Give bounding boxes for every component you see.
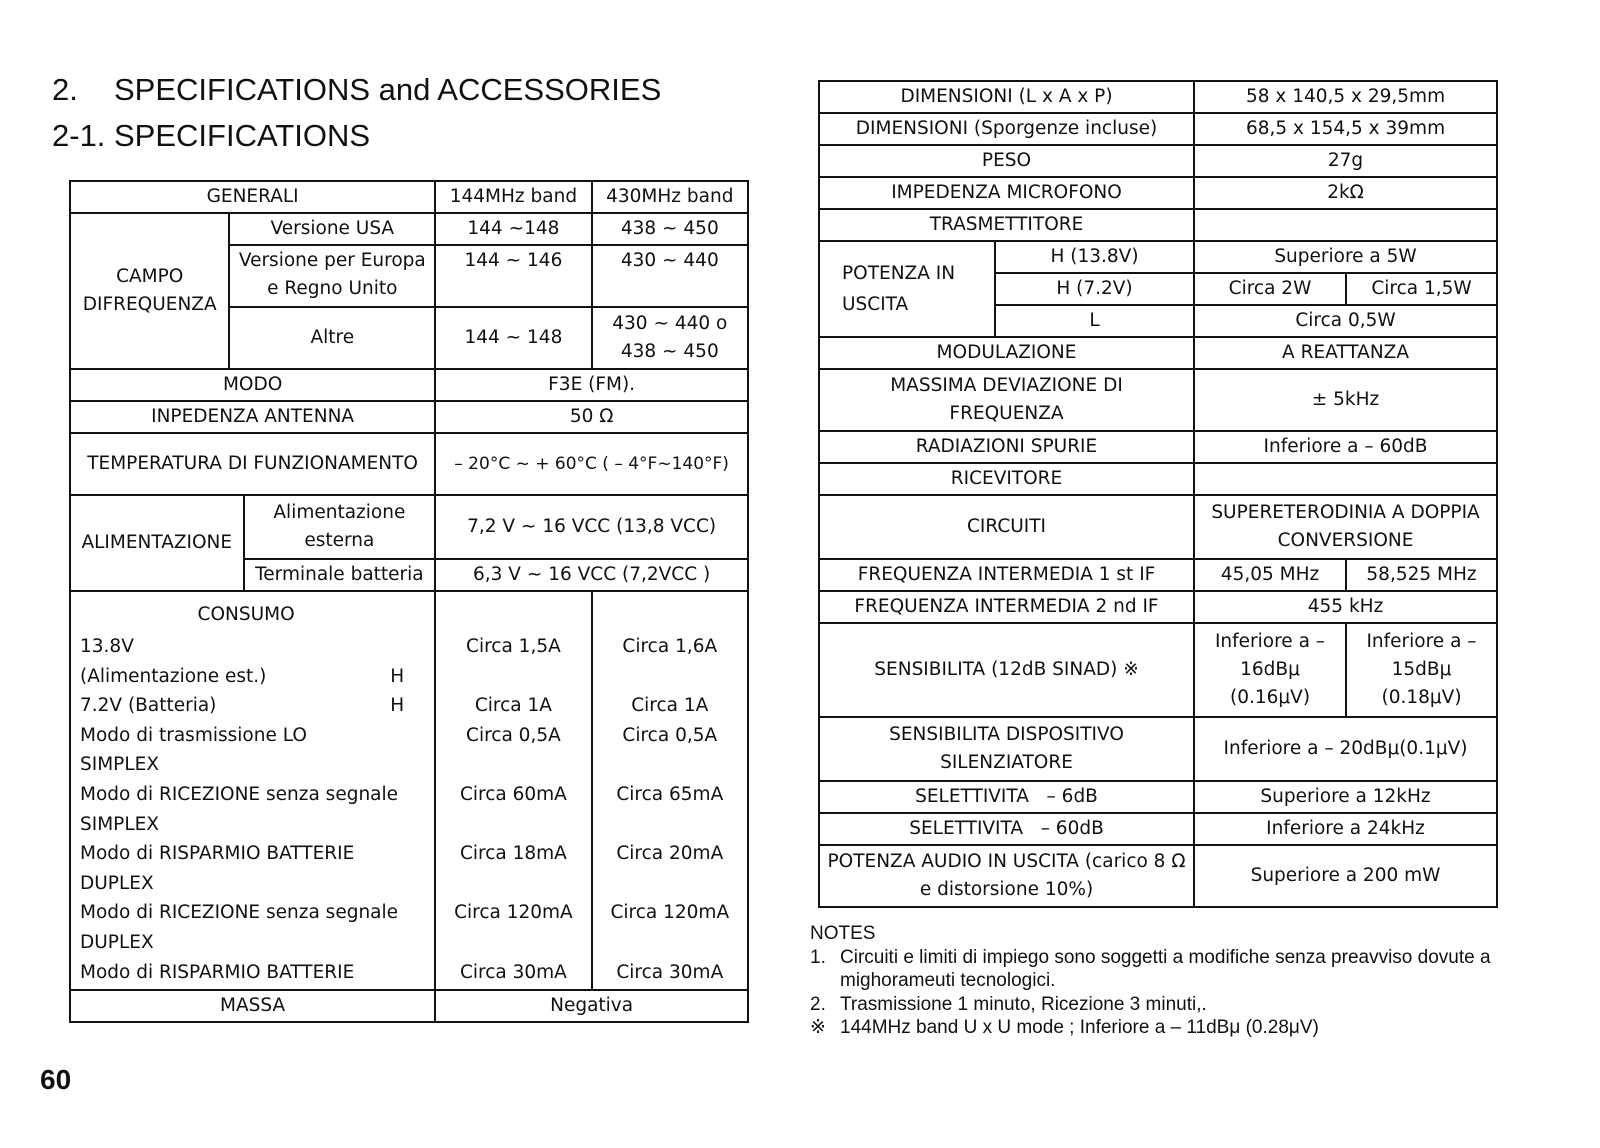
dim-sporg-label: DIMENSIONI (Sporgenze incluse): [819, 113, 1194, 145]
mic-value: 2kΩ: [1194, 177, 1497, 209]
consumo-mode: Modo di RISPARMIO BATTERIE: [80, 843, 355, 865]
consumo-value-144: Circa 18mA: [459, 843, 567, 865]
circuiti-value: SUPERETERODINIA A DOPPIA CONVERSIONE: [1194, 495, 1497, 559]
freq-144: 144 ~ 148: [435, 307, 591, 369]
potenza-430: Circa 1,5W: [1346, 273, 1497, 305]
consumo-flag: [382, 750, 412, 780]
potenza-level: H (13.8V): [995, 241, 1194, 273]
audio-value: Superiore a 200 mW: [1194, 845, 1497, 907]
consumo-row: [80, 869, 412, 899]
peso-label: PESO: [819, 145, 1194, 177]
freq-430: 430 ~ 440: [592, 245, 748, 307]
consumo-value-430: [596, 869, 744, 899]
massa-value: Negativa: [435, 990, 748, 1022]
consumo-value-144: Circa 30mA: [459, 961, 567, 983]
if1-144: 45,05 MHz: [1194, 559, 1346, 591]
consumo-value-430: Circa 1,6A: [622, 636, 718, 657]
consumo-flag: [382, 869, 412, 899]
squelch-label: SENSIBILITA DISPOSITIVO SILENZIATORE: [819, 717, 1194, 781]
consumo-flag: [382, 810, 412, 840]
consumo-flag: [382, 839, 412, 869]
sel60-value: Inferiore a 24kHz: [1194, 813, 1497, 845]
consumo-value-144: [439, 869, 587, 899]
consumo-modes: [70, 591, 435, 990]
consumo-value-144: Circa 1A: [474, 695, 552, 717]
consumo-row: [80, 839, 412, 869]
modo-value: F3E (FM).: [435, 369, 748, 401]
consumo-value-144: [439, 810, 587, 840]
consumo-value-430: Circa 1A: [631, 695, 709, 717]
note-item: [810, 1016, 1510, 1040]
campo-frequenza-label: CAMPO DIFREQUENZA: [70, 213, 229, 369]
note-number: 1.: [810, 946, 826, 968]
note-text: Circuiti e limiti di impiego sono soggetti a modifiche senza preavviso dovute a mighorameuti tecnologici.: [840, 946, 1491, 991]
antenna-value: 50 Ω: [435, 401, 748, 433]
potenza-label: POTENZA IN USCITA: [819, 241, 995, 337]
consumo-value-430: Circa 65mA: [616, 783, 724, 805]
consumo-value-430: [596, 662, 744, 692]
general-specs-table: [69, 180, 749, 1023]
massa-label: MASSA: [70, 990, 435, 1022]
spurie-value: Inferiore a – 60dB: [1194, 431, 1497, 463]
sens-144: Inferiore a – 16dBμ (0.16μV): [1194, 623, 1346, 717]
mic-label: IMPEDENZA MICROFONO: [819, 177, 1194, 209]
rx-section: RICEVITORE: [819, 463, 1194, 495]
note-item: [810, 946, 1510, 993]
header-generali: GENERALI: [70, 181, 435, 213]
consumo-value-144: Circa 60mA: [459, 783, 567, 805]
sel60-label: SELETTIVITA – 60dB: [819, 813, 1194, 845]
modulazione-label: MODULAZIONE: [819, 337, 1194, 369]
dim-value: 58 x 140,5 x 29,5mm: [1194, 81, 1497, 113]
sens-430: Inferiore a – 15dBμ (0.18μV): [1346, 623, 1497, 717]
alimentazione-value: 7,2 V ~ 16 VCC (13,8 VCC): [435, 495, 748, 559]
consumo-row: [80, 928, 412, 958]
consumo-mode: Modo di RISPARMIO BATTERIE: [80, 961, 355, 983]
consumo-value-144: [439, 662, 587, 692]
consumo-flag: [398, 898, 412, 928]
note-item: [810, 993, 1510, 1017]
consumo-430: [592, 591, 748, 990]
if1-label: FREQUENZA INTERMEDIA 1 st IF: [819, 559, 1194, 591]
consumo-mode: SIMPLEX: [80, 754, 159, 776]
sel6-value: Superiore a 12kHz: [1194, 781, 1497, 813]
consumo-flag: [398, 780, 412, 810]
note-text: 144MHz band U x U mode ; Inferiore a – 11dBμ (0.28μV): [840, 1017, 1319, 1038]
consumo-value-144: [439, 928, 587, 958]
consumo-value-430: Circa 0,5A: [622, 724, 718, 746]
consumo-mode: DUPLEX: [80, 931, 154, 953]
header-144: 144MHz band: [435, 181, 591, 213]
version-label: Versione USA: [229, 213, 435, 245]
audio-label: POTENZA AUDIO IN USCITA (carico 8 Ω e distorsione 10%): [819, 845, 1194, 907]
tx-rx-specs-table: [818, 80, 1498, 908]
consumo-mode: DUPLEX: [80, 872, 154, 894]
consumo-mode: Modo di RICEZIONE senza segnale: [80, 783, 399, 805]
potenza-144: Circa 2W: [1194, 273, 1346, 305]
consumo-flag: [382, 721, 412, 751]
alimentazione-type: Terminale batteria: [244, 559, 436, 591]
consumo-value-430: Circa 20mA: [616, 843, 724, 865]
alimentazione-type: Alimentazione esterna: [244, 495, 436, 559]
peso-value: 27g: [1194, 145, 1497, 177]
alimentazione-label: ALIMENTAZIONE: [70, 495, 244, 591]
consumo-mode: 13.8V: [80, 636, 134, 657]
if1-430: 58,525 MHz: [1346, 559, 1497, 591]
sens-label: SENSIBILITA (12dB SINAD) ※: [819, 623, 1194, 717]
circuiti-label: CIRCUITI: [819, 495, 1194, 559]
potenza-value: Circa 0,5W: [1194, 305, 1497, 337]
consumo-row: [80, 780, 412, 810]
tx-section: TRASMETTITORE: [819, 209, 1194, 241]
alimentazione-value: 6,3 V ~ 16 VCC (7,2VCC ): [435, 559, 748, 591]
consumo-title: CONSUMO: [197, 604, 295, 625]
consumo-flag: H: [390, 665, 405, 687]
temperatura-label: TEMPERATURA DI FUNZIONAMENTO: [70, 433, 435, 495]
freq-144: 144 ~ 146: [435, 245, 591, 307]
potenza-level: H (7.2V): [995, 273, 1194, 305]
consumo-value-430: [596, 810, 744, 840]
spurie-label: RADIAZIONI SPURIE: [819, 431, 1194, 463]
consumo-mode: Modo di trasmissione LO: [80, 724, 307, 746]
notes: [810, 922, 1510, 1040]
consumo-mode: SIMPLEX: [80, 813, 159, 835]
note-text: Trasmissione 1 minuto, Ricezione 3 minuti,.: [840, 993, 1207, 1015]
note-number: ※: [810, 1017, 826, 1038]
consumo-value-144: Circa 0,5A: [466, 724, 561, 746]
if2-value: 455 kHz: [1194, 591, 1497, 623]
antenna-label: INPEDENZA ANTENNA: [70, 401, 435, 433]
version-label: Altre: [229, 307, 435, 369]
version-label: Versione per Europa e Regno Unito: [229, 245, 435, 307]
freq-430: 438 ~ 450: [592, 213, 748, 245]
consumo-value-430: [596, 928, 744, 958]
note-number: 2.: [810, 993, 826, 1015]
squelch-value: Inferiore a – 20dBμ(0.1μV): [1194, 717, 1497, 781]
header-430: 430MHz band: [592, 181, 748, 213]
dim-label: DIMENSIONI (L x A x P): [819, 81, 1194, 113]
consumo-value-144: Circa 1,5A: [466, 636, 561, 657]
consumo-row: [80, 958, 412, 988]
consumo-flag: H: [390, 695, 405, 717]
consumo-row: [80, 721, 412, 751]
consumo-mode: 7.2V (Batteria): [80, 695, 217, 717]
consumo-mode: (Alimentazione est.): [80, 665, 267, 687]
consumo-row: [80, 810, 412, 840]
modo-label: MODO: [70, 369, 435, 401]
consumo-row: [80, 632, 412, 662]
consumo-144: [435, 591, 591, 990]
page-number: 60: [40, 1064, 72, 1095]
consumo-flag: [382, 928, 412, 958]
consumo-row: [80, 898, 412, 928]
consumo-flag: [382, 632, 412, 662]
freq-430: 430 ~ 440 o 438 ~ 450: [592, 307, 748, 369]
consumo-flag: [382, 958, 412, 988]
temperatura-value: – 20°C ~ + 60°C ( – 4°F~140°F): [435, 433, 748, 495]
modulazione-value: A REATTANZA: [1194, 337, 1497, 369]
consumo-value-430: Circa 30mA: [616, 961, 724, 983]
sel6-label: SELETTIVITA – 6dB: [819, 781, 1194, 813]
consumo-row: [80, 691, 412, 721]
notes-title: NOTES: [810, 923, 876, 944]
consumo-row: [80, 662, 412, 692]
consumo-value-144: Circa 120mA: [454, 902, 573, 924]
consumo-row: [80, 750, 412, 780]
deviazione-label: MASSIMA DEVIAZIONE DI FREQUENZA: [819, 369, 1194, 431]
potenza-value: Superiore a 5W: [1194, 241, 1497, 273]
consumo-value-430: Circa 120mA: [610, 902, 730, 924]
potenza-level: L: [995, 305, 1194, 337]
freq-144: 144 ~148: [435, 213, 591, 245]
if2-label: FREQUENZA INTERMEDIA 2 nd IF: [819, 591, 1194, 623]
section-subheading: 2-1. SPECIFICATIONS: [52, 118, 371, 153]
dim-sporg-value: 68,5 x 154,5 x 39mm: [1194, 113, 1497, 145]
section-heading: 2. SPECIFICATIONS and ACCESSORIES: [52, 72, 662, 107]
consumo-mode: Modo di RICEZIONE senza segnale: [80, 902, 399, 924]
consumo-value-144: [439, 750, 587, 780]
deviazione-value: ± 5kHz: [1194, 369, 1497, 431]
consumo-value-430: [596, 750, 744, 780]
